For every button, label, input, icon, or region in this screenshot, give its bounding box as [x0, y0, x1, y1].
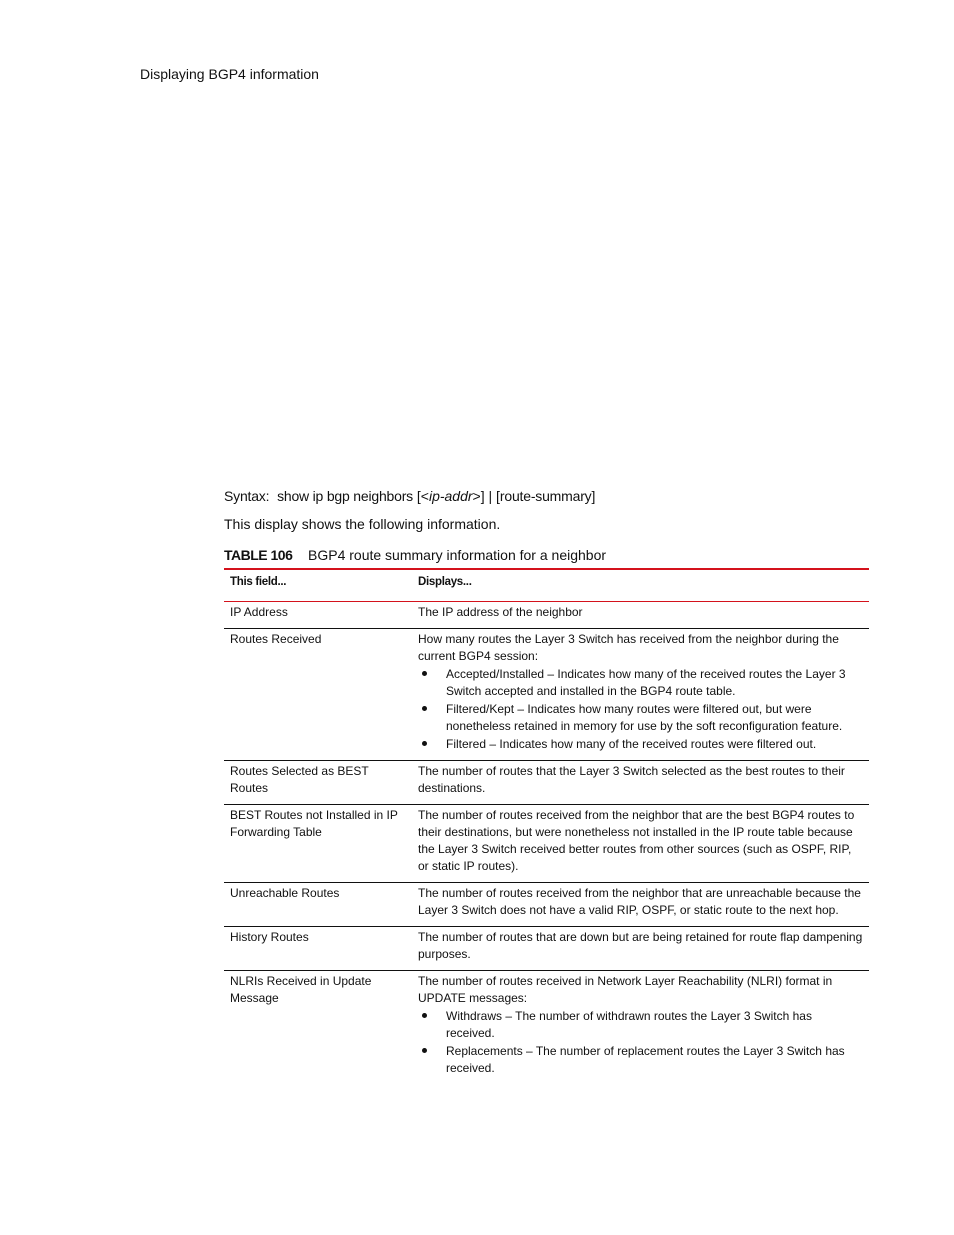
intro-text: This display shows the following information. — [224, 516, 501, 532]
bullet-item: Replacements – The number of replacement routes the Layer 3 Switch has received. — [418, 1043, 863, 1077]
running-header: Displaying BGP4 information — [140, 66, 319, 82]
field-name-cell: NLRIs Received in Update Message — [230, 974, 372, 1005]
field-description-cell — [412, 883, 869, 927]
table-row — [224, 602, 869, 629]
bullet-item: Accepted/Installed – Indicates how many of the received routes the Layer 3 Switch accepted and installed in the BGP4 route table. — [418, 666, 863, 700]
description-text: The number of routes that are down but are being retained for route flap dampening purposes. — [418, 930, 863, 961]
syntax-bracket-open: [< — [416, 488, 429, 504]
table-caption — [224, 546, 606, 564]
field-description-cell — [412, 927, 869, 971]
table-body — [224, 602, 869, 1085]
field-description-cell — [412, 629, 869, 761]
syntax-param: ip-addr — [428, 488, 473, 504]
table-row — [224, 883, 869, 927]
field-name-cell: Routes Selected as BEST Routes — [224, 761, 412, 805]
syntax-separator: >] | [ — [472, 488, 500, 504]
bullet-list — [418, 666, 863, 753]
description-text: The number of routes that the Layer 3 Switch selected as the best routes to their destinations. — [418, 764, 845, 795]
table-title: BGP4 route summary information for a neighbor — [308, 547, 607, 563]
syntax-command: show ip bgp neighbors — [277, 488, 413, 504]
table-row — [224, 927, 869, 971]
header-field: This field... — [224, 569, 412, 602]
syntax-bracket-close: ] — [591, 488, 596, 504]
table-number: TABLE 106 — [224, 547, 293, 563]
bullet-list — [418, 1008, 863, 1077]
bullet-item: Withdraws – The number of withdrawn routes the Layer 3 Switch has received. — [418, 1008, 863, 1042]
description-text: How many routes the Layer 3 Switch has received from the neighbor during the current BGP4 session: — [418, 632, 839, 663]
field-description-cell — [412, 602, 869, 629]
table-row — [224, 629, 869, 761]
field-name-cell: IP Address — [224, 602, 412, 629]
syntax-option: route-summary — [499, 488, 592, 504]
field-name-cell: Unreachable Routes — [224, 883, 412, 927]
field-description-cell — [412, 805, 869, 883]
field-name-cell: BEST Routes not Installed in IP Forwarding Table — [224, 805, 412, 883]
description-text: The number of routes received from the neighbor that are unreachable because the Layer 3 Switch does not have a valid RIP, OSPF, or static route to the next hop. — [418, 886, 861, 917]
field-description-cell — [412, 761, 869, 805]
table-row — [224, 971, 869, 1085]
table-header-row — [224, 569, 869, 602]
description-text: The IP address of the neighbor — [418, 605, 583, 619]
table-row — [224, 805, 869, 883]
description-text: The number of routes received from the neighbor that are the best BGP4 routes to their destinations, but were nonetheless not installed in the IP route table because the Layer 3 Switch received better routes from other sources (such as OSPF, RIP, or static IP routes). — [418, 808, 855, 873]
field-name-cell: Routes Received — [224, 629, 412, 761]
field-name-cell: History Routes — [224, 927, 412, 971]
syntax-line — [224, 487, 595, 505]
field-table — [224, 568, 869, 1084]
bullet-item: Filtered/Kept – Indicates how many routes were filtered out, but were nonetheless retained in memory for use by the soft reconfiguration feature. — [418, 701, 863, 735]
syntax-label: Syntax: — [224, 488, 270, 504]
field-description-cell — [412, 971, 869, 1085]
table-row — [224, 761, 869, 805]
bullet-item: Filtered – Indicates how many of the received routes were filtered out. — [418, 736, 863, 753]
header-displays: Displays... — [412, 569, 869, 602]
description-text: The number of routes received in Network Layer Reachability (NLRI) format in UPDATE messages: — [418, 974, 833, 1005]
